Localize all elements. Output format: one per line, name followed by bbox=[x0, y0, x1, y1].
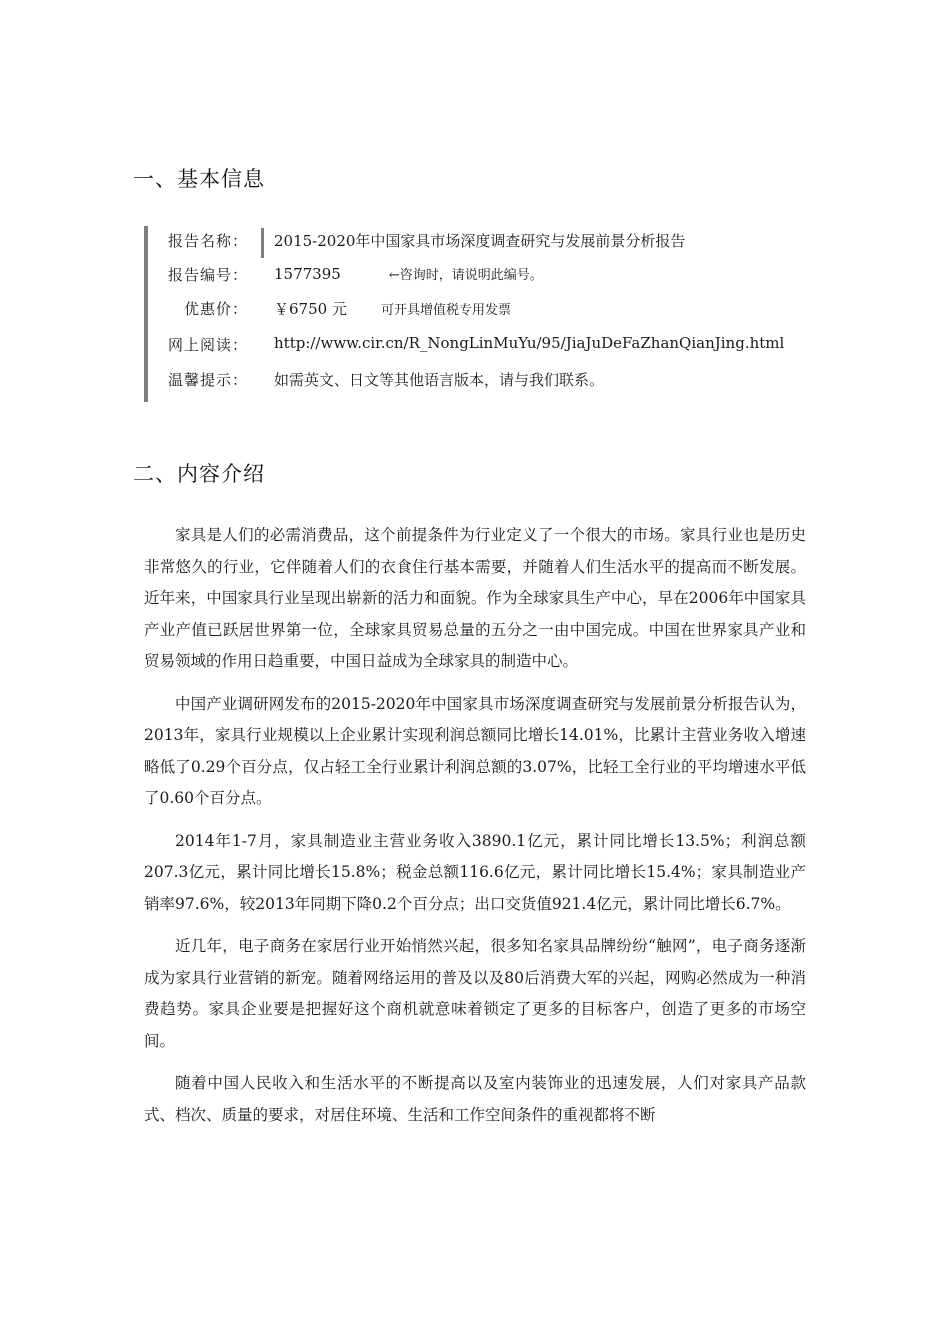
info-row-tip bbox=[148, 365, 828, 395]
paragraph: 中国产业调研网发布的2015-2020年中国家具市场深度调查研究与发展前景分析报告认为，2013年，家具行业规模以上企业累计实现利润总额同比增长14.01%，比累计主营业务收入增速略低了0.29个百分点，仅占轻工全行业累计利润总额的3.07%，比轻工全行业的平均增速水平低了0.60个百分点。 bbox=[144, 694, 806, 807]
report-info-box bbox=[144, 226, 828, 402]
paragraph: 家具是人们的必需消费品，这个前提条件为行业定义了一个很大的市场。家具行业也是历史非常悠久的行业，它伴随着人们的衣食住行基本需要，并随着人们生活水平的提高而不断发展。近年来，中国家具行业呈现出崭新的活力和面貌。作为全球家具生产中心，早在2006年中国家具产业产值已跃居世界第一位，全球家具贸易总量的五分之一由中国完成。中国在世界家具产业和贸易领域的作用日趋重要，中国日益成为全球家具的制造中心。 bbox=[144, 526, 806, 670]
info-row-report-id bbox=[148, 260, 828, 290]
info-row-price bbox=[148, 294, 828, 324]
report-id-note: ←咨询时，请说明此编号。 bbox=[388, 268, 543, 283]
online-read-link[interactable]: http://www.cir.cn/R_NongLinMuYu/95/JiaJuDeFaZhanQianJing.html bbox=[274, 334, 785, 352]
report-name-value: 2015-2020年中国家具市场深度调查研究与发展前景分析报告 bbox=[274, 232, 686, 250]
info-label: 温馨提示： bbox=[168, 371, 249, 389]
report-id-value bbox=[274, 264, 543, 283]
info-label: 网上阅读： bbox=[168, 336, 249, 354]
tip-value: 如需英文、日文等其他语言版本，请与我们联系。 bbox=[274, 371, 605, 389]
info-label: 报告编号： bbox=[168, 266, 249, 284]
info-row-report-name bbox=[148, 226, 828, 256]
info-label: 优惠价： bbox=[183, 300, 248, 318]
price-amount: ￥6750 元 bbox=[274, 300, 347, 318]
price-value bbox=[274, 298, 511, 319]
paragraph: 近几年，电子商务在家居行业开始悄然兴起，很多知名家具品牌纷纷“触网”，电子商务逐渐成为家具行业营销的新宠。随着网络运用的普及以及80后消费大军的兴起，网购必然成为一种消费趋势。家具企业要是把握好这个商机就意味着锁定了更多的目标客户，创造了更多的市场空间。 bbox=[144, 937, 806, 1050]
section-title-basic-info: 一、基本信息 bbox=[133, 167, 265, 191]
title-marker bbox=[261, 228, 264, 258]
invoice-note: 可开具增值税专用发票 bbox=[380, 303, 511, 318]
info-row-online-read bbox=[148, 330, 828, 360]
paragraph: 2014年1-7月，家具制造业主营业务收入3890.1亿元，累计同比增长13.5%；利润总额207.3亿元，累计同比增长15.8%；税金总额116.6亿元，累计同比增长15.4%；家具制造业产销率97.6%，较2013年同期下降0.2个百分点；出口交货值921.4亿元，累计同比增长6.7%。 bbox=[144, 831, 806, 913]
section-title-content-intro: 二、内容介绍 bbox=[133, 462, 265, 486]
report-id-number: 1577395 bbox=[274, 265, 341, 283]
paragraph: 随着中国人民收入和生活水平的不断提高以及室内装饰业的迅速发展，人们对家具产品款式、档次、质量的要求，对居住环境、生活和工作空间条件的重视都将不断 bbox=[144, 1074, 806, 1124]
content-body bbox=[144, 520, 806, 1142]
info-label: 报告名称： bbox=[168, 232, 249, 250]
